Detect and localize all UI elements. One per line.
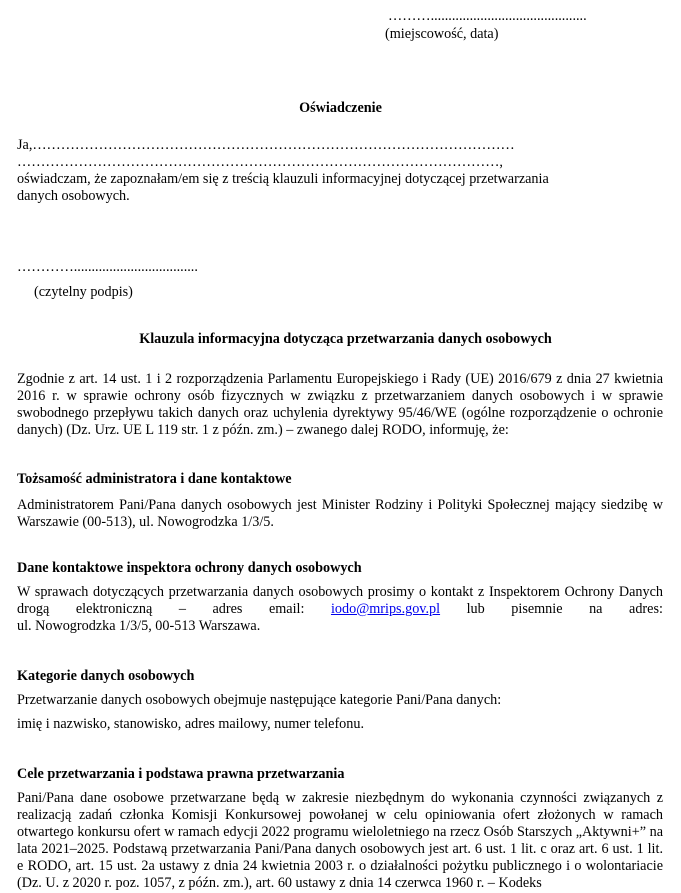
dpo-word: na: [589, 601, 603, 617]
dpo-line-2: [17, 601, 663, 618]
dpo-email-link[interactable]: iodo@mrips.gov.pl: [330, 601, 441, 617]
place-date-dots: ………............................................: [388, 8, 587, 24]
section-text-dpo: [17, 584, 663, 635]
dpo-word: pisemnie: [511, 601, 563, 617]
page-title: Oświadczenie: [299, 100, 382, 116]
clause-title: Klauzula informacyjna dotycząca przetwarzania danych osobowych: [139, 331, 552, 347]
dpo-word: drogą: [17, 601, 50, 617]
declaration-line-statement: oświadczam, że zapoznałam/em się z treścią klauzuli informacyjnej dotyczącej przetwarzania: [17, 171, 549, 187]
dpo-word: elektroniczną: [75, 601, 153, 617]
signature-dots: …………...................................: [17, 259, 198, 275]
dpo-word: email:: [268, 601, 305, 617]
declaration-text: [17, 137, 577, 205]
intro-paragraph: Zgodnie z art. 14 ust. 1 i 2 rozporządzenia Parlamentu Europejskiego i Rady (UE) 2016/679 z dnia 27 kwietnia 2016 r. w sprawie ochrony osób fizycznych w związku z przetwarzaniem danych osobowych i w sprawie swobodnego przepływu takich danych oraz uchylenia dyrektywy 95/46/WE (ogólne rozporządzenie o ochronie danych) (Dz. Urz. UE L 119 str. 1 z późn. zm.) – zwanego dalej RODO, informuję, że:: [17, 371, 663, 438]
section-heading-categories: Kategorie danych osobowych: [17, 668, 195, 684]
dpo-line-3: ul. Nowogrodzka 1/3/5, 00-513 Warszawa.: [17, 618, 261, 634]
declaration-line-name: Ja,…………………………………………………………………………………………: [17, 137, 515, 153]
section-text-purposes: Pani/Pana dane osobowe przetwarzane będą w zakresie niezbędnym do wykonania czynności związanych z realizacją zadań członka Komisji Konkursowej powołanej w celu opiniowania ofert złożonych w ramach otwartego konkursu ofert w ramach edycji 2022 programu wieloletniego na rzecz Osób Starszych „Aktywni+” na lata 2021–2025. Podstawą przetwarzania Pani/Pana danych osobowych jest art. 6 ust. 1 lit. c oraz art. 6 ust. 1 lit. e RODO, art. 15 ust. 2a ustawy z dnia 24 kwietnia 2003 r. o działalności pożytku publicznego i o wolontariacie (Dz. U. z 2020 r. poz. 1057, z późn. zm.), art. 60 ustawy z dnia 14 czerwca 1960 r. – Kodeks: [17, 790, 663, 891]
section-text-categories-list: imię i nazwisko, stanowisko, adres mailowy, numer telefonu.: [17, 716, 364, 732]
declaration-line-end: danych osobowych.: [17, 188, 130, 204]
dpo-word: lub: [466, 601, 485, 617]
place-date-label: (miejscowość, data): [385, 26, 499, 42]
section-heading-administrator: Tożsamość administratora i dane kontaktowe: [17, 471, 292, 487]
declaration-line-continued: …………………………………………………………………………………………,: [17, 154, 503, 170]
dpo-word: adres:: [629, 601, 663, 617]
section-heading-dpo: Dane kontaktowe inspektora ochrony danych osobowych: [17, 560, 362, 576]
dpo-word: adres: [212, 601, 243, 617]
signature-label: (czytelny podpis): [34, 284, 133, 300]
dpo-line-1: W sprawach dotyczących przetwarzania danych osobowych prosimy o kontakt z Inspektorem Ochrony Danych: [17, 584, 663, 600]
section-heading-purposes: Cele przetwarzania i podstawa prawna przetwarzania: [17, 766, 345, 782]
section-text-administrator: Administratorem Pani/Pana danych osobowych jest Minister Rodziny i Polityki Społecznej mający siedzibę w Warszawie (00-513), ul. Nowogrodzka 1/3/5.: [17, 497, 663, 530]
section-text-categories: Przetwarzanie danych osobowych obejmuje następujące kategorie Pani/Pana danych:: [17, 692, 502, 708]
dpo-word: –: [178, 601, 186, 617]
